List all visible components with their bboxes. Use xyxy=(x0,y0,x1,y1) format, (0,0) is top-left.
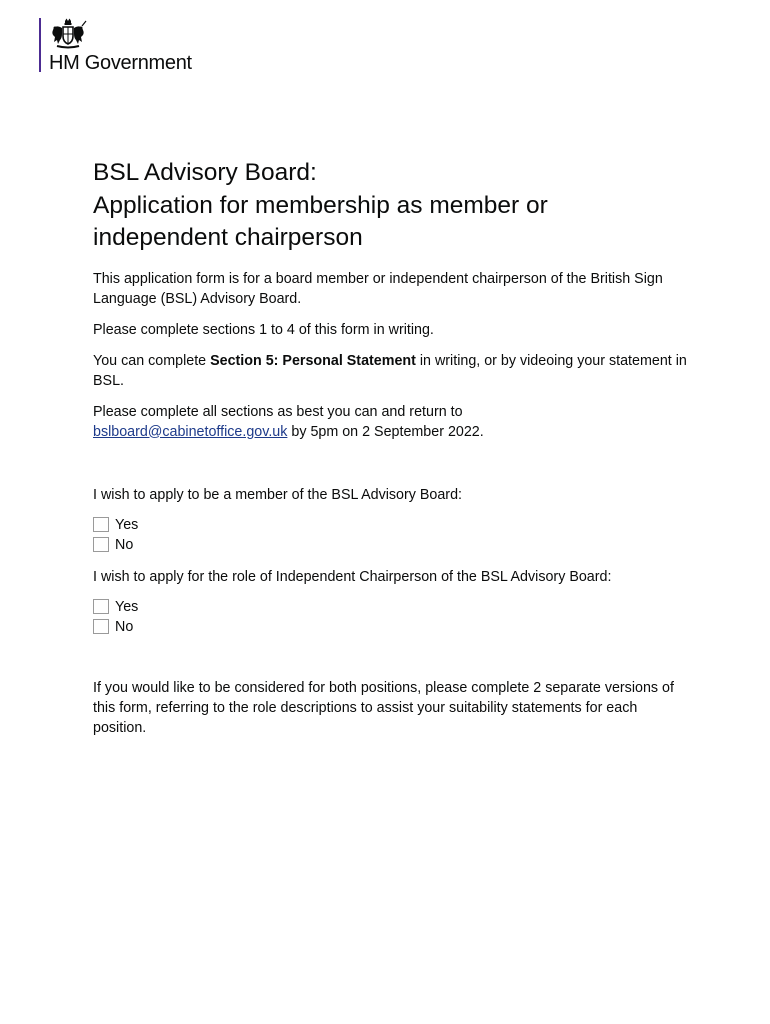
document-body xyxy=(93,157,693,738)
member-no-checkbox[interactable] xyxy=(93,537,109,552)
chair-question-label: I wish to apply for the role of Independent Chairperson of the BSL Advisory Board: xyxy=(93,568,612,585)
logo-text: HM Government xyxy=(49,52,192,74)
return-note-prefix: Please complete all sections as best you can and return to xyxy=(93,403,463,420)
both-positions-note: If you would like to be considered for both positions, please complete 2 separate versions of this form, referring to the role descriptions to assist your suitability statements for each position. xyxy=(93,679,674,736)
video-note-suffix: in writing, or by videoing your statement in BSL. xyxy=(93,352,687,389)
royal-coat-of-arms-icon xyxy=(49,18,87,50)
chair-option-yes xyxy=(93,597,693,617)
member-option-no xyxy=(93,535,693,555)
return-note xyxy=(93,402,693,442)
title-line-3: independent chairperson xyxy=(93,224,363,251)
chair-no-checkbox[interactable] xyxy=(93,619,109,634)
logo-accent-bar xyxy=(39,18,41,72)
email-link[interactable]: bslboard@cabinetoffice.gov.uk xyxy=(93,423,288,440)
video-note xyxy=(93,351,693,391)
chair-option-no xyxy=(93,617,693,637)
member-question-label: I wish to apply to be a member of the BSL Advisory Board: xyxy=(93,486,462,503)
member-option-yes xyxy=(93,515,693,535)
title-line-1: BSL Advisory Board: xyxy=(93,159,317,186)
video-note-prefix: You can complete xyxy=(93,352,211,369)
return-note-suffix: by 5pm on 2 September 2022. xyxy=(287,423,484,440)
chair-yes-label: Yes xyxy=(115,598,139,615)
document-title xyxy=(93,157,693,255)
member-no-label: No xyxy=(115,536,134,553)
chair-no-label: No xyxy=(115,618,134,635)
member-yes-checkbox[interactable] xyxy=(93,517,109,532)
sections-note: Please complete sections 1 to 4 of this form in writing. xyxy=(93,321,434,338)
chair-yes-checkbox[interactable] xyxy=(93,599,109,614)
member-options xyxy=(93,515,693,555)
chair-options xyxy=(93,597,693,637)
intro-paragraph: This application form is for a board member or independent chairperson of the British Sign Language (BSL) Advisory Board. xyxy=(93,270,663,307)
title-line-2: Application for membership as member or xyxy=(93,191,548,219)
personal-statement-label: Section 5: Personal Statement xyxy=(210,352,416,369)
member-yes-label: Yes xyxy=(115,516,139,533)
